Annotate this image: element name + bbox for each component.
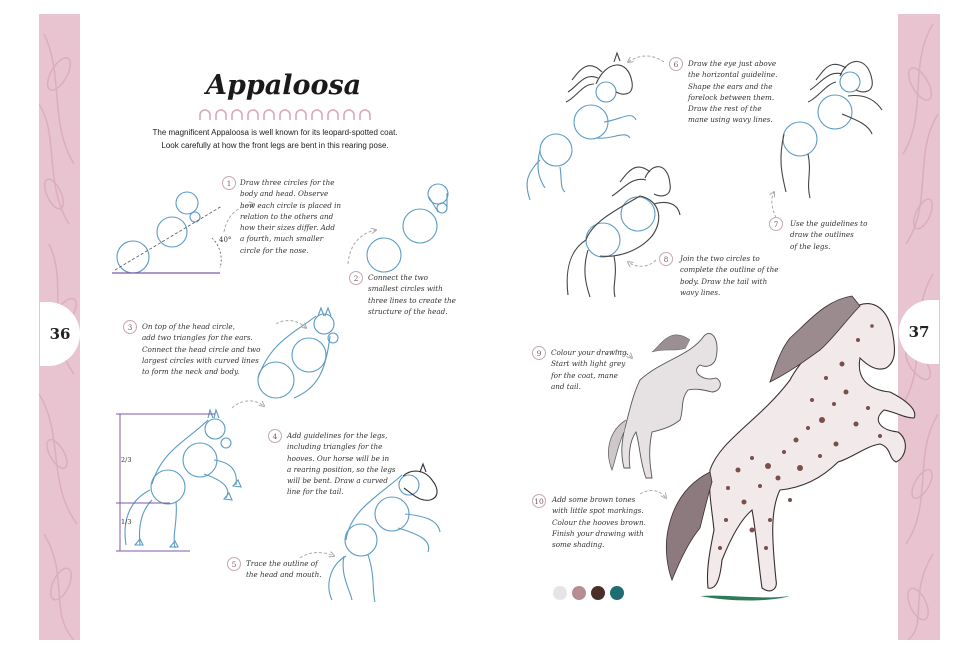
step-line: how their sizes differ. Add [240, 223, 336, 233]
step-line: Connect the head circle and two [142, 344, 261, 354]
step-line: Trace the outline of [246, 559, 318, 568]
color-swatch-dusty-pink [572, 586, 586, 600]
color-swatch-teal [610, 586, 624, 600]
step-line: of the legs. [790, 241, 831, 251]
step-line: mane using wavy lines. [688, 115, 773, 125]
step-10-instructions [552, 494, 646, 550]
step-line: complete the outline of the [680, 265, 779, 275]
step-line: for the coat, mane [551, 370, 618, 380]
step-number-2: 2 [349, 271, 363, 285]
step-3-body-drawing [258, 308, 338, 398]
step-line: Finish your drawing with [552, 528, 644, 538]
page-number-right: 37 [899, 300, 939, 364]
step-line: Colour your drawing. [551, 348, 629, 357]
step-number-9: 9 [532, 346, 546, 360]
step-line: Use the guidelines to [790, 219, 868, 228]
step-4-proportion-guide [116, 414, 215, 551]
step-line: Colour the hooves brown. [552, 517, 646, 527]
step-number-8: 8 [659, 252, 673, 266]
step-line: draw the outlines [790, 230, 854, 240]
step-3-instructions [142, 321, 260, 377]
color-swatch-light-grey [553, 586, 567, 600]
step-line: smallest circles with [368, 284, 443, 294]
step-4-instructions [287, 430, 396, 498]
color-swatch-dark-brown [591, 586, 605, 600]
step-line: Shape the ears and the [688, 81, 773, 91]
step-line: Draw the eye just above [688, 59, 777, 68]
step-line: forelock between them. [688, 92, 775, 102]
ratio-annotation-top: 2/3 [121, 456, 132, 464]
step-line: Join the two circles to [680, 254, 760, 263]
step-number-3: 3 [123, 320, 137, 334]
step-line: add two triangles for the ears. [142, 333, 253, 343]
step-line: Add guidelines for the legs, [287, 431, 388, 440]
step-line: body and head. Observe [240, 189, 329, 199]
step-number-4: 4 [268, 429, 282, 443]
ratio-annotation-bottom: 1/3 [121, 518, 132, 526]
step-line: some shading. [552, 540, 605, 550]
step-line: three lines to create the [368, 295, 456, 305]
step-line: hooves. Our horse will be in [287, 453, 390, 463]
step-line: structure of the head. [368, 306, 448, 316]
step-number-7: 7 [769, 217, 783, 231]
step-line: with little spot markings. [552, 506, 644, 516]
step-8-instructions [680, 253, 778, 298]
step-8-body-drawing [567, 167, 680, 297]
step-line: wavy lines. [680, 287, 721, 297]
step-line: a rearing position, so the legs [287, 464, 396, 474]
step-9-instructions [551, 347, 629, 392]
step-line: and tail. [551, 381, 581, 391]
intro-line-2: Look carefully at how the front legs are bent in this rearing pose. [161, 141, 389, 150]
step-line: circle for the nose. [240, 245, 309, 255]
step-line: On top of the head circle, [142, 322, 235, 331]
page-number-left: 36 [40, 302, 80, 366]
step-7-legs-drawing [781, 61, 882, 198]
angle-annotation: 40° [219, 236, 232, 244]
step-4-legs-drawing [125, 410, 241, 548]
intro-line-1: The magnificent Appaloosa is well known for its leopard-spotted coat. [152, 128, 398, 137]
page-title: Appaloosa [206, 70, 362, 101]
step-line: the horizontal guideline. [688, 70, 778, 80]
step-6-mane-drawing [527, 53, 636, 200]
step-line: body. Draw the tail with [680, 276, 768, 286]
step-line: relation to the others and [240, 211, 334, 221]
step-2-instructions [368, 272, 456, 317]
step-line: line for the tail. [287, 487, 344, 497]
step-2-circles-drawing [367, 184, 448, 272]
step-5-instructions [246, 558, 321, 581]
step-1-circles-drawing [112, 192, 222, 273]
step-line: the head and mouth. [246, 570, 322, 580]
step-line: Draw three circles for the [240, 178, 335, 187]
step-number-5: 5 [227, 557, 241, 571]
step-7-instructions [790, 218, 867, 252]
step-line: to form the neck and body. [142, 367, 240, 377]
step-line: largest circles with curved lines [142, 355, 259, 365]
step-line: Start with light grey [551, 359, 626, 369]
step-number-10: 10 [532, 494, 546, 508]
step-line: a fourth, much smaller [240, 234, 324, 244]
step-line: Draw the rest of the [688, 104, 762, 114]
step-number-1: 1 [222, 176, 236, 190]
step-1-instructions [240, 177, 341, 256]
step-line: will be bent. Draw a curved [287, 476, 388, 486]
step-line: Connect the two [368, 273, 428, 282]
step-line: including triangles for the [287, 442, 383, 452]
step-number-6: 6 [669, 57, 683, 71]
step-line: how each circle is placed in [240, 200, 342, 210]
step-line: Add some brown tones [552, 495, 636, 504]
step-6-instructions [688, 58, 777, 126]
